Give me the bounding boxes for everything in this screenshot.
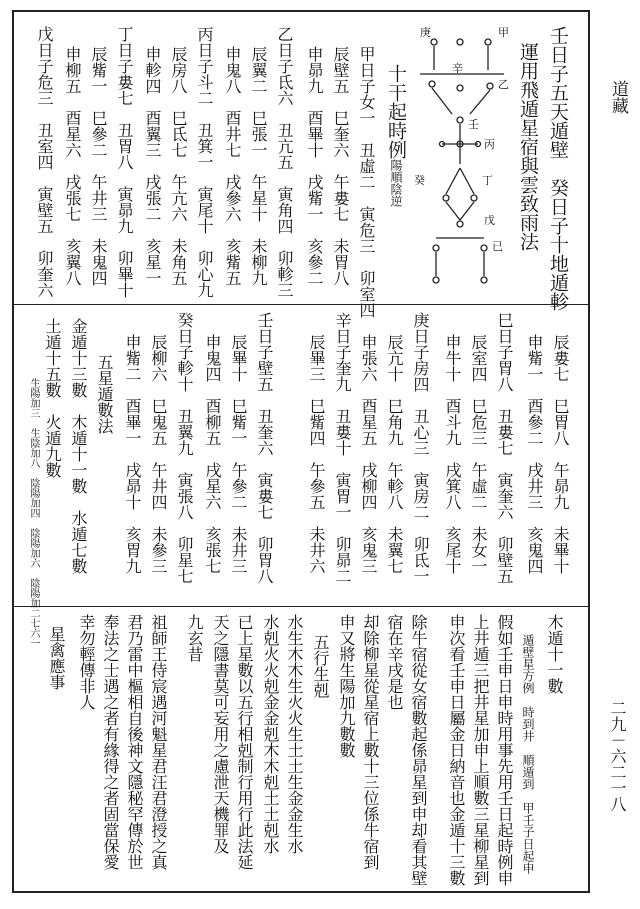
s2-col-6: 辰亢十 巳角九 午軫八 未翼七 bbox=[385, 334, 404, 574]
s3-col-17: 奉法之士遇之者有緣得之者固當保愛 bbox=[101, 614, 120, 870]
s1-col-1: 辰壁五 巳奎六 午婁七 未胃八 bbox=[331, 46, 350, 286]
s2-col-2: 巳日子胃八 丑婁七 寅奎六 卯壁五 bbox=[495, 312, 514, 584]
s2-col-1: 申觜一 酉參二 戌井三 亥鬼四 bbox=[525, 334, 544, 574]
diagram-label-ji: 已 bbox=[492, 240, 503, 253]
s1-col-11: 申柳五 酉星六 戌張七 亥翼八 bbox=[63, 46, 82, 286]
s3-col-19: 星禽應事 bbox=[47, 626, 66, 690]
s3-col-18: 幸勿輕傳非人 bbox=[77, 614, 96, 710]
five-star-numbers-1: 金遁十三數 木遁十一數 水遁七數 bbox=[69, 318, 88, 574]
s2-col-14: 辰柳六 巳鬼五 午井四 未參三 bbox=[149, 334, 168, 574]
s1-col-9: 丁日子婁七 丑胃八 寅昴九 卯畢十 bbox=[115, 26, 134, 298]
stem-diagram bbox=[412, 24, 512, 286]
s1-col-5: 申鬼八 酉井七 戌參六 亥觜五 bbox=[223, 46, 242, 286]
s3-col-2: 假如壬申日申時用事先用壬日起時例申 bbox=[495, 614, 514, 886]
diagram-label-ding: 丁 bbox=[482, 174, 493, 187]
s2-col-15: 申觜二 酉畢一 戌昴十 亥胃九 bbox=[123, 334, 142, 574]
s3-col-11: 水剋火火剋金金剋木木剋土土剋水 bbox=[261, 614, 280, 854]
s1-col-3: 乙日子氐六 丑亢五 寅角四 卯軫三 bbox=[275, 26, 294, 298]
s3-col-8: 申又將生陽加九數數 bbox=[337, 614, 356, 758]
s3-col-1: 遁壁星方例 時到井 順遁到 甲壬子日起申 bbox=[521, 634, 535, 874]
diagram-label-jia: 甲 bbox=[498, 26, 509, 39]
page-number: 二九－六二一八 bbox=[608, 700, 627, 812]
s3-col-0: 木遁十一數 bbox=[545, 614, 564, 694]
s2-col-0: 辰婁七 巳胃八 午昴九 未畢十 bbox=[551, 334, 570, 574]
s3-col-12: 已上星數以五行相剋制行用行此法延 bbox=[235, 614, 254, 870]
section1-title-col2: 運用飛遁星宿與雲致雨法 bbox=[517, 42, 539, 251]
diagram-label-wu: 戊 bbox=[484, 214, 495, 227]
s3-col-16: 君乃雷中樞相自後神文隱秘罕傳於世 bbox=[125, 614, 144, 870]
s3-col-3: 上井遁三把井星加申上順數三星柳星到 bbox=[471, 614, 490, 886]
s3-col-13: 天之隱書莫可妄用之慮泄天機罪及 bbox=[211, 614, 230, 854]
s1-col-2: 申昴九 酉畢十 戌觜一 亥參二 bbox=[305, 46, 324, 286]
diagram-label-ren: 壬 bbox=[468, 118, 479, 131]
s1-col-4: 辰翼二 巳張一 午星十 未柳九 bbox=[249, 46, 268, 286]
five-star-notes: 生陽加三 生陰加八 陰陽加四 陰陽加六 陰陽加二七六一 bbox=[28, 378, 39, 648]
s2-col-7: 申張六 酉星五 戌柳四 亥鬼三 bbox=[359, 334, 378, 574]
s3-col-4: 申次看壬申日屬金日納音也金遁十三數 bbox=[447, 614, 466, 886]
heading-text: 十干起時例 bbox=[385, 64, 407, 159]
s2-col-5: 庚日子房四 丑心三 寅房二 卯氐一 bbox=[411, 312, 430, 584]
section-divider-1 bbox=[14, 304, 588, 305]
s3-col-15: 祖師王侍宸遇河魁星君汪君澄授之真 bbox=[149, 614, 168, 870]
s1-col-7: 辰房八 巳氐七 午亢六 未角五 bbox=[169, 46, 188, 286]
s2-col-10: 壬日子壁五 丑奎六 寅婁七 卯胃八 bbox=[255, 312, 274, 584]
s3-col-9: 五行生剋 bbox=[311, 634, 330, 698]
s3-col-5: 除牛宿從女宿數起係昴星到申却看其壁 bbox=[409, 614, 428, 886]
book-title: 道藏 bbox=[608, 80, 628, 114]
s3-col-7: 却除柳星從星宿上數十三位係牛宿到 bbox=[361, 614, 380, 870]
diagram-label-geng: 庚 bbox=[420, 26, 431, 39]
diagram-label-gui: 癸 bbox=[414, 174, 425, 187]
s2-col-3: 辰室四 巳危三 午虛二 未女一 bbox=[469, 334, 488, 574]
s1-col-8: 申軫四 酉翼三 戌張二 亥星一 bbox=[143, 46, 162, 286]
section1-title-col1: 壬日子五天遁壁 癸日子十地遁軫 bbox=[547, 26, 569, 311]
s3-col-6: 宿在辛戌是也 bbox=[385, 614, 404, 710]
s2-col-12: 申鬼四 酉柳五 戌星六 亥張七 bbox=[203, 334, 222, 574]
s1-col-6: 丙日子斗二 丑箕一 寅尾十 卯心九 bbox=[195, 26, 214, 298]
s2-col-8: 辛日子奎九 丑婁十 寅胃一 卯昴二 bbox=[333, 312, 352, 584]
s3-col-10: 水生木木生火火生土土生金金生水 bbox=[285, 614, 304, 854]
five-star-numbers-2: 土遁十五數 火遁九數 bbox=[43, 318, 62, 478]
diagram-label-bing: 丙 bbox=[484, 138, 495, 151]
s3-col-14: 九玄昔 bbox=[185, 614, 204, 662]
s2-col-11: 辰畢十 巳觜一 午參二 未井三 bbox=[229, 334, 248, 574]
heading-note: 陽順陰逆 bbox=[389, 159, 403, 207]
five-star-method: 五星遁數法 bbox=[95, 354, 114, 434]
s1-col-12: 戊日子危三 丑室四 寅壁五 卯奎六 bbox=[35, 26, 54, 298]
s1-col-10: 辰觜一 巳參二 午井三 未鬼四 bbox=[89, 46, 108, 286]
diagram-label-yi: 乙 bbox=[498, 78, 509, 91]
section1-heading bbox=[386, 64, 405, 207]
s2-col-9: 辰畢三 巳觜四 午參五 未井六 bbox=[307, 334, 326, 574]
s2-col-13: 癸日子軫十 丑翼九 寅張八 卯星七 bbox=[175, 312, 194, 584]
s1-col-0: 甲日子女一 丑虛二 寅危三 卯室四 bbox=[357, 46, 376, 318]
diagram-label-xin: 辛 bbox=[452, 62, 463, 75]
s2-col-4: 申牛十 酉斗九 戌箕八 亥尾十 bbox=[443, 334, 462, 574]
section-divider-2 bbox=[14, 606, 588, 607]
